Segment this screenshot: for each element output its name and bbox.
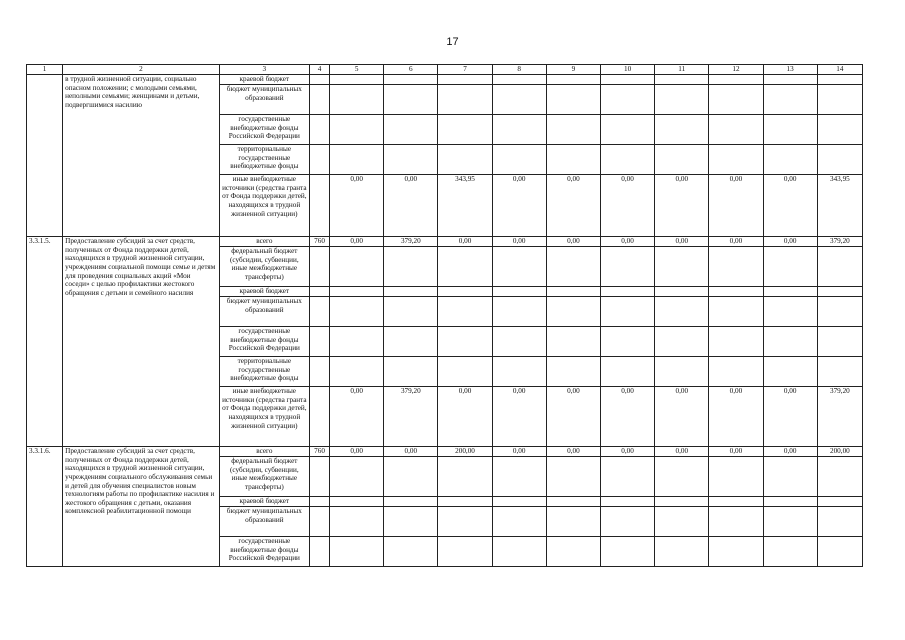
- amount-cell: [492, 115, 546, 145]
- amount-cell: [655, 357, 709, 387]
- budget-code: [309, 507, 329, 537]
- amount-cell: [655, 115, 709, 145]
- item-code: 3.3.1.5.: [27, 237, 63, 447]
- funding-source: государственные внебюджетные фонды Российской Федерации: [219, 115, 309, 145]
- item-code: 3.3.1.6.: [27, 447, 63, 567]
- column-header-1: 1: [27, 65, 63, 75]
- amount-cell: [438, 327, 492, 357]
- budget-code: [309, 357, 329, 387]
- amount-cell: 0,00: [709, 237, 763, 247]
- amount-cell: [546, 75, 600, 85]
- funding-source: краевой бюджет: [219, 287, 309, 297]
- amount-cell: [709, 497, 763, 507]
- amount-cell: 343,95: [817, 175, 862, 237]
- amount-cell: [330, 145, 384, 175]
- amount-cell: [384, 357, 438, 387]
- item-description: в трудной жизненной ситуации, социально опасном положении; с молодыми семьями, неполными семьями; женщинами и детьми, подвергшимися насилию: [63, 75, 220, 237]
- funding-source: краевой бюджет: [219, 75, 309, 85]
- budget-code: 760: [309, 237, 329, 247]
- item-description: Предоставление субсидий за счет средств, полученных от Фонда поддержки детей, находящихся в трудной жизненной ситуации, учреждениям социального обслуживания семьи и детей для обучения специалистов новым технологиям работы по профилактике насилия и жестокого обращения с детьми, оказания комплексной реабилитационной помощи: [63, 447, 220, 567]
- amount-cell: [384, 497, 438, 507]
- amount-cell: [763, 497, 817, 507]
- amount-cell: [655, 287, 709, 297]
- budget-code: [309, 145, 329, 175]
- amount-cell: 0,00: [600, 387, 654, 447]
- amount-cell: 0,00: [438, 387, 492, 447]
- amount-cell: [709, 145, 763, 175]
- amount-cell: 0,00: [600, 447, 654, 457]
- amount-cell: [600, 497, 654, 507]
- funding-source: государственные внебюджетные фонды Российской Федерации: [219, 537, 309, 567]
- amount-cell: [330, 497, 384, 507]
- table-row: [27, 237, 863, 247]
- amount-cell: [438, 75, 492, 85]
- amount-cell: [600, 327, 654, 357]
- amount-cell: [763, 507, 817, 537]
- amount-cell: [655, 75, 709, 85]
- amount-cell: [817, 357, 862, 387]
- amount-cell: [709, 247, 763, 287]
- amount-cell: [817, 247, 862, 287]
- budget-code: [309, 247, 329, 287]
- amount-cell: [330, 85, 384, 115]
- amount-cell: [492, 457, 546, 497]
- amount-cell: 0,00: [438, 237, 492, 247]
- funding-source: территориальные государственные внебюджетные фонды: [219, 357, 309, 387]
- amount-cell: 0,00: [655, 237, 709, 247]
- column-header-9: 9: [546, 65, 600, 75]
- budget-code: [309, 297, 329, 327]
- amount-cell: [438, 507, 492, 537]
- budget-code: [309, 75, 329, 85]
- amount-cell: 379,20: [817, 387, 862, 447]
- amount-cell: 0,00: [600, 175, 654, 237]
- amount-cell: 0,00: [492, 237, 546, 247]
- amount-cell: [492, 327, 546, 357]
- budget-code: 760: [309, 447, 329, 457]
- amount-cell: 0,00: [655, 175, 709, 237]
- amount-cell: [600, 507, 654, 537]
- amount-cell: [655, 497, 709, 507]
- amount-cell: 0,00: [655, 447, 709, 457]
- amount-cell: [330, 297, 384, 327]
- amount-cell: [817, 297, 862, 327]
- amount-cell: [763, 145, 817, 175]
- budget-code: [309, 115, 329, 145]
- amount-cell: [709, 327, 763, 357]
- amount-cell: [709, 85, 763, 115]
- amount-cell: [546, 497, 600, 507]
- amount-cell: [546, 297, 600, 327]
- amount-cell: [600, 247, 654, 287]
- amount-cell: [384, 297, 438, 327]
- amount-cell: [709, 507, 763, 537]
- budget-code: [309, 457, 329, 497]
- amount-cell: 0,00: [600, 237, 654, 247]
- amount-cell: [384, 115, 438, 145]
- amount-cell: [817, 85, 862, 115]
- amount-cell: 0,00: [330, 175, 384, 237]
- funding-source: всего: [219, 237, 309, 247]
- budget-code: [309, 287, 329, 297]
- amount-cell: [655, 247, 709, 287]
- column-header-row: [27, 65, 863, 75]
- amount-cell: [763, 537, 817, 567]
- amount-cell: [763, 247, 817, 287]
- page-number: 17: [446, 36, 459, 48]
- amount-cell: [817, 457, 862, 497]
- amount-cell: 0,00: [492, 175, 546, 237]
- amount-cell: [709, 357, 763, 387]
- amount-cell: [438, 357, 492, 387]
- amount-cell: [600, 85, 654, 115]
- budget-table: [26, 64, 863, 567]
- amount-cell: [655, 327, 709, 357]
- amount-cell: [330, 327, 384, 357]
- budget-code: [309, 327, 329, 357]
- amount-cell: [709, 457, 763, 497]
- amount-cell: [546, 457, 600, 497]
- amount-cell: [817, 327, 862, 357]
- amount-cell: [817, 75, 862, 85]
- amount-cell: [763, 75, 817, 85]
- amount-cell: [438, 115, 492, 145]
- column-header-2: 2: [63, 65, 220, 75]
- amount-cell: 0,00: [492, 387, 546, 447]
- amount-cell: 0,00: [330, 387, 384, 447]
- amount-cell: 200,00: [817, 447, 862, 457]
- amount-cell: [384, 85, 438, 115]
- amount-cell: [817, 145, 862, 175]
- table-body: [27, 75, 863, 567]
- column-header-7: 7: [438, 65, 492, 75]
- amount-cell: [817, 537, 862, 567]
- amount-cell: [546, 247, 600, 287]
- amount-cell: [492, 287, 546, 297]
- amount-cell: 200,00: [438, 447, 492, 457]
- amount-cell: [438, 145, 492, 175]
- table-row: [27, 75, 863, 85]
- amount-cell: [546, 287, 600, 297]
- amount-cell: [655, 85, 709, 115]
- amount-cell: [655, 145, 709, 175]
- amount-cell: [384, 537, 438, 567]
- amount-cell: [384, 145, 438, 175]
- amount-cell: [817, 287, 862, 297]
- amount-cell: [330, 115, 384, 145]
- amount-cell: [492, 357, 546, 387]
- amount-cell: [438, 297, 492, 327]
- amount-cell: 0,00: [546, 387, 600, 447]
- amount-cell: [546, 327, 600, 357]
- column-header-6: 6: [384, 65, 438, 75]
- amount-cell: 0,00: [384, 447, 438, 457]
- amount-cell: [763, 357, 817, 387]
- amount-cell: [492, 297, 546, 327]
- amount-cell: 0,00: [655, 387, 709, 447]
- amount-cell: [384, 75, 438, 85]
- funding-source: федеральный бюджет (субсидии, субвенции, иные межбюджетные трансферты): [219, 457, 309, 497]
- amount-cell: [600, 357, 654, 387]
- amount-cell: [384, 287, 438, 297]
- amount-cell: 0,00: [709, 387, 763, 447]
- column-header-11: 11: [655, 65, 709, 75]
- amount-cell: [546, 537, 600, 567]
- amount-cell: [817, 115, 862, 145]
- funding-source: федеральный бюджет (субсидии, субвенции, иные межбюджетные трансферты): [219, 247, 309, 287]
- amount-cell: [763, 297, 817, 327]
- column-header-8: 8: [492, 65, 546, 75]
- funding-source: краевой бюджет: [219, 497, 309, 507]
- amount-cell: [763, 115, 817, 145]
- amount-cell: [492, 497, 546, 507]
- amount-cell: [330, 507, 384, 537]
- column-header-5: 5: [330, 65, 384, 75]
- column-header-4: 4: [309, 65, 329, 75]
- amount-cell: [817, 497, 862, 507]
- budget-code: [309, 387, 329, 447]
- amount-cell: [384, 507, 438, 537]
- funding-source: бюджет муниципальных образований: [219, 297, 309, 327]
- amount-cell: 0,00: [709, 175, 763, 237]
- amount-cell: [655, 537, 709, 567]
- budget-code: [309, 85, 329, 115]
- budget-code: [309, 537, 329, 567]
- amount-cell: [438, 247, 492, 287]
- amount-cell: [438, 85, 492, 115]
- amount-cell: 0,00: [763, 447, 817, 457]
- amount-cell: [546, 145, 600, 175]
- amount-cell: [600, 145, 654, 175]
- amount-cell: [330, 247, 384, 287]
- amount-cell: [438, 537, 492, 567]
- amount-cell: [763, 287, 817, 297]
- funding-source: иные внебюджетные источники (средства гранта от Фонда поддержки детей, находящихся в трудной жизненной ситуации): [219, 387, 309, 447]
- budget-code: [309, 497, 329, 507]
- amount-cell: [438, 287, 492, 297]
- amount-cell: [384, 247, 438, 287]
- amount-cell: [600, 297, 654, 327]
- amount-cell: [546, 85, 600, 115]
- amount-cell: 343,95: [438, 175, 492, 237]
- amount-cell: [600, 115, 654, 145]
- amount-cell: 0,00: [763, 387, 817, 447]
- budget-code: [309, 175, 329, 237]
- amount-cell: 0,00: [546, 447, 600, 457]
- amount-cell: [492, 75, 546, 85]
- table-row: [27, 447, 863, 457]
- amount-cell: [438, 457, 492, 497]
- amount-cell: [330, 75, 384, 85]
- amount-cell: [763, 327, 817, 357]
- amount-cell: 0,00: [763, 175, 817, 237]
- amount-cell: [546, 115, 600, 145]
- amount-cell: [600, 457, 654, 497]
- amount-cell: [600, 537, 654, 567]
- column-header-12: 12: [709, 65, 763, 75]
- amount-cell: [709, 537, 763, 567]
- amount-cell: 0,00: [492, 447, 546, 457]
- column-header-10: 10: [600, 65, 654, 75]
- amount-cell: 0,00: [546, 237, 600, 247]
- column-header-13: 13: [763, 65, 817, 75]
- funding-source: бюджет муниципальных образований: [219, 507, 309, 537]
- amount-cell: [330, 457, 384, 497]
- amount-cell: [709, 75, 763, 85]
- amount-cell: 379,20: [384, 237, 438, 247]
- funding-source: иные внебюджетные источники (средства гранта от Фонда поддержки детей, находящихся в трудной жизненной ситуации): [219, 175, 309, 237]
- amount-cell: [709, 297, 763, 327]
- amount-cell: [817, 507, 862, 537]
- amount-cell: [709, 115, 763, 145]
- amount-cell: [330, 357, 384, 387]
- amount-cell: 379,20: [384, 387, 438, 447]
- amount-cell: [655, 297, 709, 327]
- amount-cell: 0,00: [384, 175, 438, 237]
- amount-cell: 0,00: [709, 447, 763, 457]
- amount-cell: [384, 327, 438, 357]
- amount-cell: [492, 507, 546, 537]
- amount-cell: [492, 145, 546, 175]
- amount-cell: [600, 287, 654, 297]
- funding-source: всего: [219, 447, 309, 457]
- amount-cell: [546, 357, 600, 387]
- amount-cell: [492, 247, 546, 287]
- amount-cell: [763, 457, 817, 497]
- column-header-3: 3: [219, 65, 309, 75]
- item-code: [27, 75, 63, 237]
- amount-cell: [655, 457, 709, 497]
- amount-cell: [655, 507, 709, 537]
- amount-cell: 0,00: [763, 237, 817, 247]
- funding-source: государственные внебюджетные фонды Российской Федерации: [219, 327, 309, 357]
- amount-cell: [330, 537, 384, 567]
- amount-cell: [546, 507, 600, 537]
- amount-cell: 0,00: [330, 237, 384, 247]
- amount-cell: [763, 85, 817, 115]
- amount-cell: 379,20: [817, 237, 862, 247]
- amount-cell: [492, 537, 546, 567]
- amount-cell: [492, 85, 546, 115]
- funding-source: территориальные государственные внебюджетные фонды: [219, 145, 309, 175]
- amount-cell: [330, 287, 384, 297]
- amount-cell: 0,00: [330, 447, 384, 457]
- amount-cell: [384, 457, 438, 497]
- column-header-14: 14: [817, 65, 862, 75]
- item-description: Предоставление субсидий за счет средств, полученных от Фонда поддержки детей, находящихся в трудной жизненной ситуации, учреждениям социальной помощи семье и детям для проведения социальных акций «Мои соседи» с целью профилактики жестокого обращения с детьми и семейного насилия: [63, 237, 220, 447]
- amount-cell: 0,00: [546, 175, 600, 237]
- funding-source: бюджет муниципальных образований: [219, 85, 309, 115]
- amount-cell: [438, 497, 492, 507]
- amount-cell: [600, 75, 654, 85]
- amount-cell: [709, 287, 763, 297]
